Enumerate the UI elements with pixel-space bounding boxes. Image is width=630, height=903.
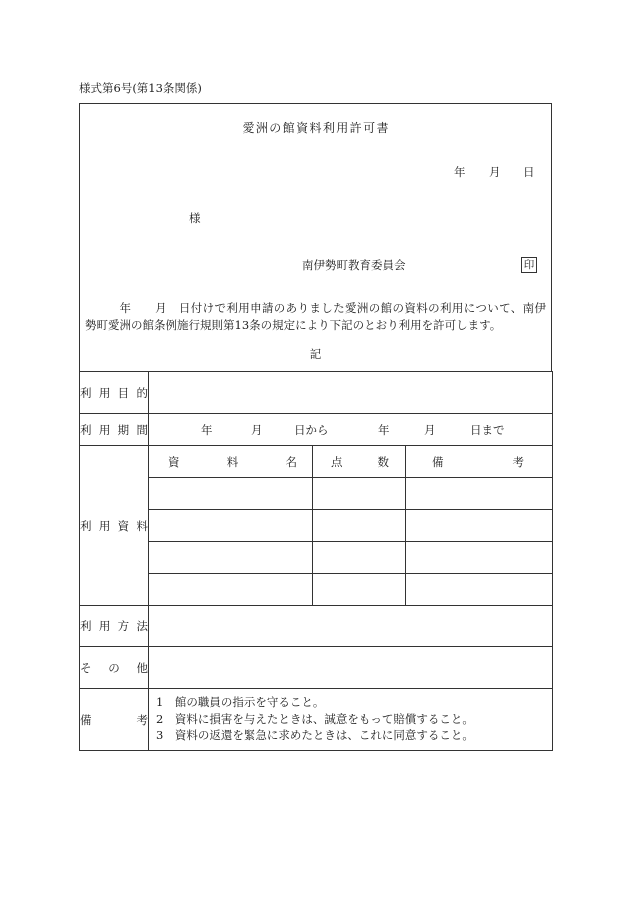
- label-character: 資: [117, 518, 130, 533]
- label-character: 用: [98, 518, 111, 533]
- method-value: [149, 606, 553, 647]
- label-character: 考: [136, 712, 148, 727]
- materials-header-name: [149, 454, 312, 470]
- label-character: 利: [80, 422, 92, 437]
- materials-count-cell: [313, 542, 406, 574]
- issue-date-year: 年: [454, 165, 466, 179]
- record-mark: 記: [309, 347, 322, 361]
- remarks-label: [80, 712, 148, 728]
- period-to-month: 月: [424, 422, 436, 437]
- period-to-year: 年: [378, 422, 390, 437]
- label-character: 考: [512, 454, 525, 469]
- label-character: 的: [136, 385, 148, 400]
- materials-name-cell: [149, 542, 313, 574]
- label-character: 用: [98, 385, 111, 400]
- method-label: [80, 618, 148, 634]
- body-text: [85, 300, 546, 334]
- materials-name-cell: [149, 510, 313, 542]
- body-line-2: 勢町愛洲の館条例施行規則第13条の規定により下記のとおり利用を許可します。: [85, 318, 502, 332]
- purpose-row: [80, 372, 553, 414]
- issuer-name: 南伊勢町教育委員会: [302, 258, 406, 272]
- period-to-day: 日まで: [470, 422, 505, 437]
- materials-row: [80, 574, 553, 606]
- other-value: [149, 647, 553, 689]
- purpose-label: [80, 385, 148, 401]
- period-from-month: 月: [251, 422, 263, 437]
- label-character: 点: [331, 454, 343, 469]
- label-character: 法: [136, 619, 148, 633]
- materials-name-cell: [149, 574, 313, 606]
- label-character: 資: [168, 454, 180, 469]
- label-character: 備: [432, 454, 444, 469]
- period-label: [80, 422, 148, 438]
- period-row: [80, 414, 553, 446]
- materials-header-remarks: [406, 454, 552, 470]
- label-character: 数: [377, 454, 389, 469]
- body-line-1: 年 月 日付けで利用申請のありました愛洲の館の資料の利用について、南伊: [119, 301, 546, 315]
- label-character: そ: [80, 660, 92, 675]
- form-number-header: 様式第6号(第13条関係): [79, 81, 202, 95]
- label-character: の: [108, 660, 120, 675]
- issue-date-day: 日: [523, 165, 535, 179]
- materials-row: [80, 510, 553, 542]
- label-character: 備: [80, 712, 92, 727]
- period-from-day: 日から: [294, 422, 329, 437]
- label-character: 他: [136, 660, 148, 675]
- materials-label: [80, 518, 148, 534]
- label-character: 間: [136, 422, 148, 437]
- materials-remarks-cell: [406, 510, 553, 542]
- materials-remarks-cell: [406, 542, 553, 574]
- label-character: 用: [98, 422, 111, 437]
- other-row: [80, 647, 553, 689]
- label-character: 利: [80, 385, 92, 400]
- period-from-year: 年: [201, 422, 213, 437]
- label-character: 用: [98, 619, 111, 633]
- remarks-note: 3 資料の返還を緊急に求めたときは、これに同意すること。: [156, 728, 474, 742]
- label-character: 方: [117, 619, 130, 633]
- materials-count-cell: [313, 510, 406, 542]
- label-character: 利: [80, 619, 92, 633]
- remarks-row: [80, 689, 553, 751]
- materials-count-cell: [313, 478, 406, 510]
- materials-header-count: [313, 454, 405, 470]
- document-title: 愛洲の館資料利用許可書: [242, 121, 390, 135]
- label-character: 名: [285, 454, 297, 469]
- seal-stamp: 印: [521, 257, 537, 273]
- issue-date-month: 月: [489, 165, 501, 179]
- purpose-value: [149, 372, 553, 414]
- period-value: [149, 414, 553, 446]
- remarks-notes: [149, 689, 553, 751]
- label-character: 料: [136, 518, 148, 533]
- materials-header-row: [80, 446, 553, 478]
- label-character: 料: [226, 454, 239, 469]
- remarks-note: 1 館の職員の指示を守ること。: [156, 695, 325, 709]
- addressee-honorific: 様: [189, 211, 201, 225]
- other-label: [80, 660, 148, 676]
- materials-remarks-cell: [406, 478, 553, 510]
- materials-count-cell: [313, 574, 406, 606]
- label-character: 目: [117, 385, 130, 400]
- materials-row: [80, 478, 553, 510]
- materials-name-cell: [149, 478, 313, 510]
- materials-row: [80, 542, 553, 574]
- label-character: 利: [80, 518, 92, 533]
- materials-remarks-cell: [406, 574, 553, 606]
- remarks-note: 2 資料に損害を与えたときは、誠意をもって賠償すること。: [156, 711, 474, 726]
- permit-table: [79, 371, 553, 751]
- method-row: [80, 606, 553, 647]
- label-character: 期: [117, 422, 130, 437]
